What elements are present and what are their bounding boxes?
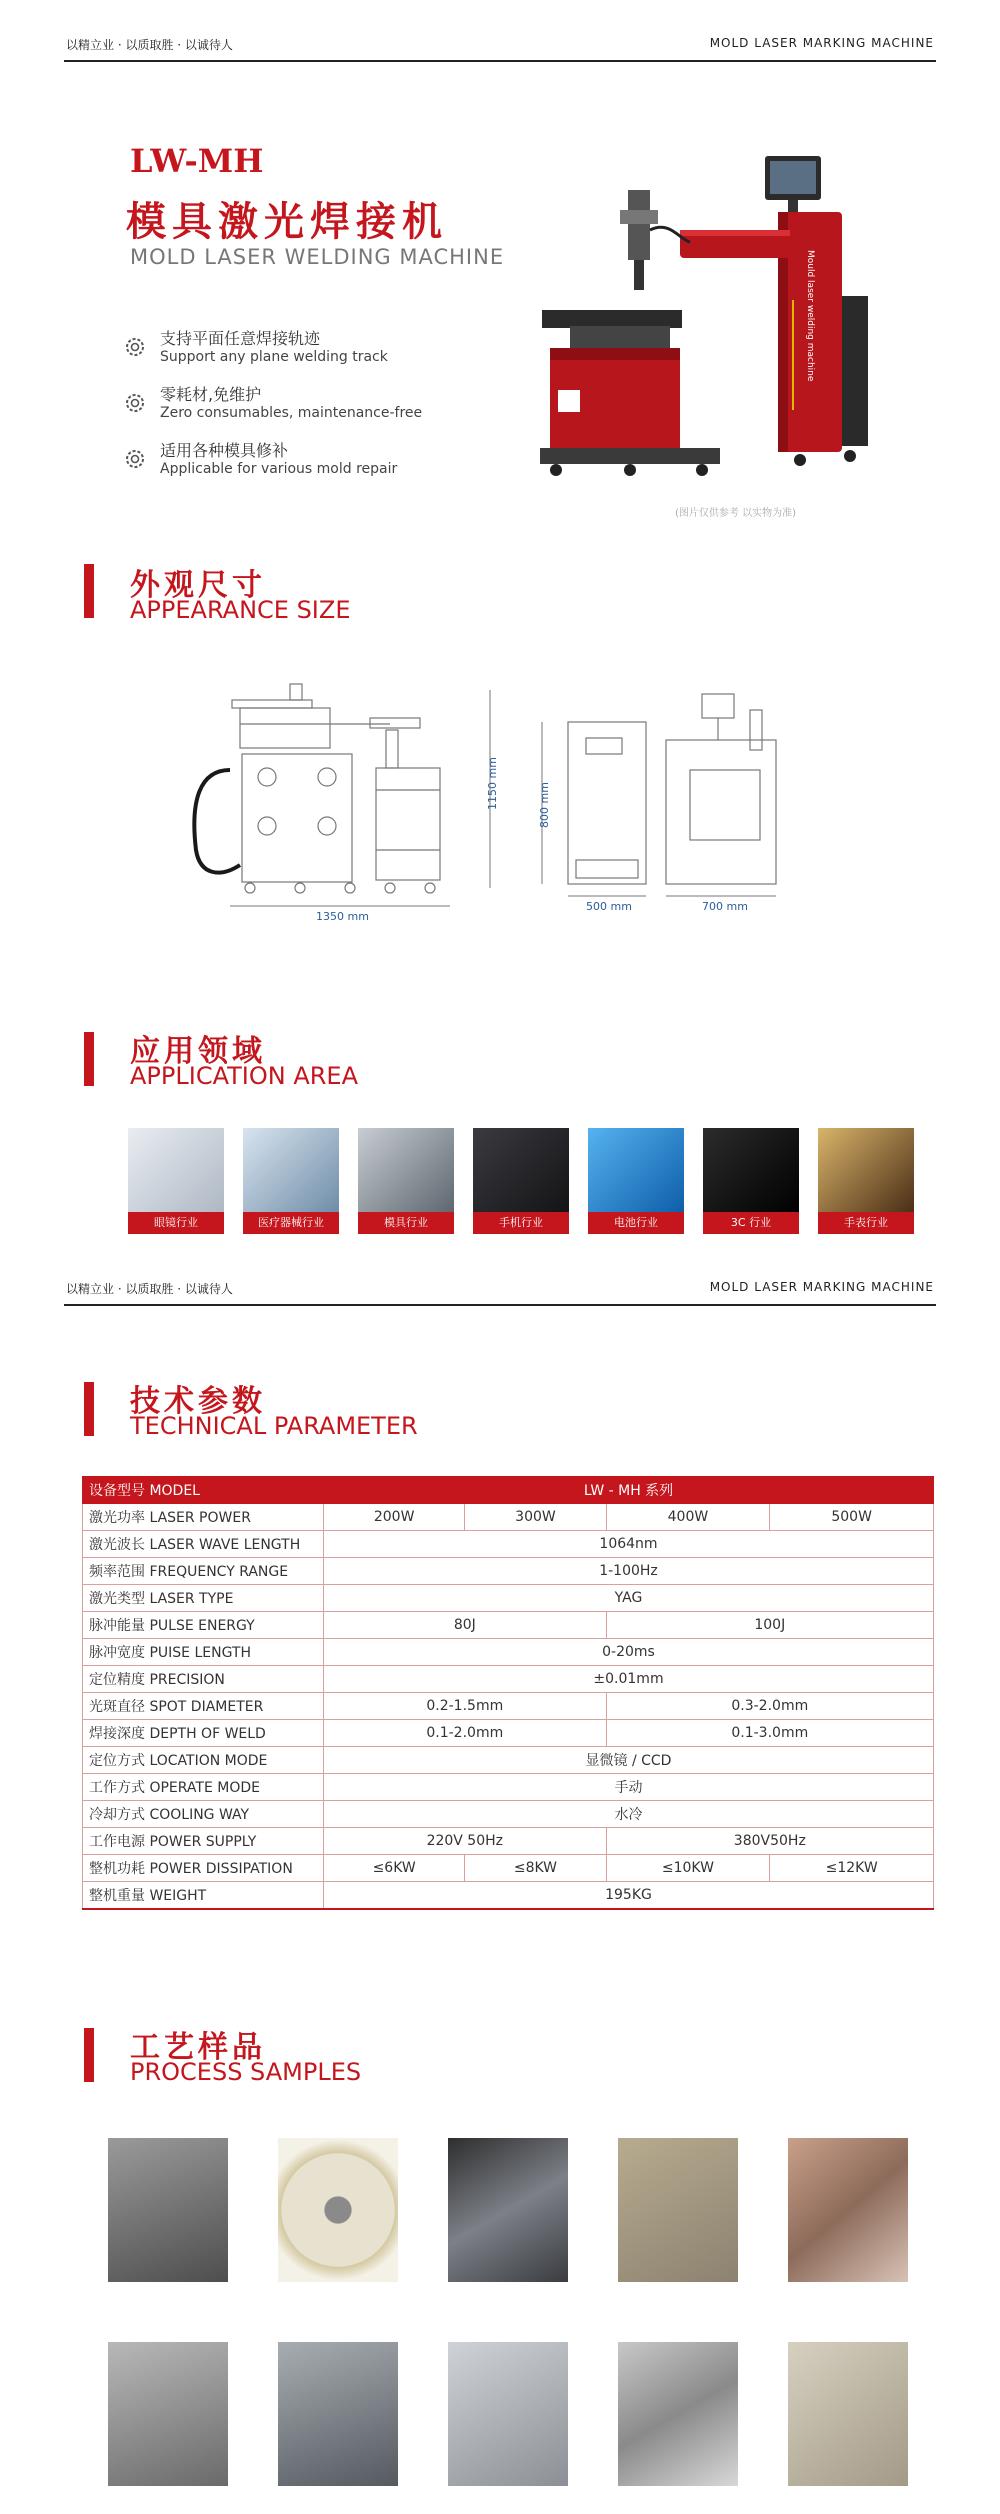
feature-text-en: Support any plane welding track [160,349,388,365]
param-label: 工作方式 OPERATE MODE [83,1774,324,1801]
dim-width-500: 500 mm [586,900,632,913]
param-label: 激光类型 LASER TYPE [83,1585,324,1612]
dim-height-800: 800 mm [538,782,551,828]
sample-image [788,2342,908,2486]
header-product-name: MOLD LASER MARKING MACHINE [709,36,934,50]
header-product-name: MOLD LASER MARKING MACHINE [709,1280,934,1294]
application-image [358,1128,454,1212]
param-value: ±0.01mm [324,1666,934,1693]
param-value: 80J [324,1612,607,1639]
param-value: ≤10KW [606,1855,770,1882]
application-label: 手机行业 [473,1212,569,1234]
section-marker [84,1032,94,1086]
param-value: 水冷 [324,1801,934,1828]
table-row [83,1774,934,1801]
table-row [83,1477,934,1504]
param-label: 频率范围 FREQUENCY RANGE [83,1558,324,1585]
feature-text-cn: 适用各种模具修补 [160,441,289,460]
param-label: 整机重量 WEIGHT [83,1882,324,1910]
sample-image [108,2138,228,2282]
gear-icon [122,446,148,472]
param-value: ≤12KW [770,1855,934,1882]
feature-item [122,438,482,484]
header-slogan: 以精立业 · 以质取胜 · 以诚待人 [66,1282,233,1296]
table-row [83,1693,934,1720]
param-value: 0.1-2.0mm [324,1720,607,1747]
dim-width-1350: 1350 mm [316,910,369,920]
application-image [703,1128,799,1212]
sample-image [278,2138,398,2282]
param-value: 0-20ms [324,1639,934,1666]
application-image [243,1128,339,1212]
application-image [818,1128,914,1212]
section-title-cn: 外观尺寸 [130,568,266,603]
param-label: 定位方式 LOCATION MODE [83,1747,324,1774]
section-title-cn: 技术参数 [130,1384,266,1419]
application-item [128,1128,224,1236]
feature-item [122,382,482,428]
sample-image [448,2138,568,2282]
param-value: ≤6KW [324,1855,465,1882]
section-marker [84,564,94,618]
section-title-en: APPLICATION AREA [130,1062,359,1090]
param-value: 220V 50Hz [324,1828,607,1855]
table-row [83,1612,934,1639]
feature-text-cn: 零耗材,免维护 [160,385,262,404]
param-label: 脉冲宽度 PUISE LENGTH [83,1639,324,1666]
sample-image [448,2342,568,2486]
application-item [818,1128,914,1236]
application-item [588,1128,684,1236]
application-label: 眼镜行业 [128,1212,224,1234]
param-label: 焊接深度 DEPTH OF WELD [83,1720,324,1747]
param-value: 195KG [324,1882,934,1910]
dim-height-1150: 1150 mm [486,757,499,810]
table-row [83,1801,934,1828]
section-marker [84,1382,94,1436]
param-value: 0.2-1.5mm [324,1693,607,1720]
application-image [473,1128,569,1212]
machine-illustration [530,150,890,510]
table-row [83,1531,934,1558]
feature-text-cn: 支持平面任意焊接轨迹 [160,329,321,348]
param-value: 200W [324,1504,465,1531]
table-row [83,1720,934,1747]
table-row [83,1666,934,1693]
param-value: 500W [770,1504,934,1531]
param-label: 整机功耗 POWER DISSIPATION [83,1855,324,1882]
table-row [83,1855,934,1882]
machine-side-text: Mould laser welding machine [805,250,815,382]
param-label: 设备型号 MODEL [83,1477,324,1504]
application-label: 电池行业 [588,1212,684,1234]
feature-item [122,326,482,372]
section-title-cn: 工艺样品 [130,2030,266,2065]
table-row [83,1558,934,1585]
param-label: 激光波长 LASER WAVE LENGTH [83,1531,324,1558]
application-image [128,1128,224,1212]
param-value: YAG [324,1585,934,1612]
model-name: LW-MH [130,142,264,180]
section-title-en: PROCESS SAMPLES [130,2058,362,2086]
param-label: 定位精度 PRECISION [83,1666,324,1693]
section-marker [84,2028,94,2082]
sample-image [618,2138,738,2282]
sample-image [108,2342,228,2486]
param-value: 100J [606,1612,933,1639]
param-label: 激光功率 LASER POWER [83,1504,324,1531]
feature-text-en: Zero consumables, maintenance-free [160,405,423,421]
application-label: 医疗器械行业 [243,1212,339,1234]
application-item [473,1128,569,1236]
application-item [243,1128,339,1236]
table-row [83,1639,934,1666]
product-title-cn: 模具激光焊接机 [126,199,448,245]
param-label: 冷却方式 COOLING WAY [83,1801,324,1828]
application-item [703,1128,799,1236]
application-label: 手表行业 [818,1212,914,1234]
param-label: 工作电源 POWER SUPPLY [83,1828,324,1855]
param-value: LW - MH 系列 [324,1477,934,1504]
param-value: 300W [465,1504,606,1531]
section-title-en: APPEARANCE SIZE [130,596,351,624]
param-value: 1-100Hz [324,1558,934,1585]
table-row [83,1504,934,1531]
dim-width-700: 700 mm [702,900,748,913]
header-slogan: 以精立业 · 以质取胜 · 以诚待人 [66,38,233,52]
sample-image [618,2342,738,2486]
param-value: 1064nm [324,1531,934,1558]
sample-image [278,2342,398,2486]
table-row [83,1882,934,1910]
param-value: 0.3-2.0mm [606,1693,933,1720]
param-value: 显微镜 / CCD [324,1747,934,1774]
application-image [588,1128,684,1212]
param-value: 0.1-3.0mm [606,1720,933,1747]
gear-icon [122,390,148,416]
gear-icon [122,334,148,360]
param-label: 脉冲能量 PULSE ENERGY [83,1612,324,1639]
application-item [358,1128,454,1236]
table-row [83,1828,934,1855]
photo-note: (图片仅供参考 以实物为准) [675,508,796,519]
application-label: 3C 行业 [703,1212,799,1234]
sample-image [788,2138,908,2282]
table-row [83,1747,934,1774]
section-title-en: TECHNICAL PARAMETER [130,1412,418,1440]
param-value: 400W [606,1504,770,1531]
param-value: 手动 [324,1774,934,1801]
dimension-drawing [190,660,810,920]
header-bar [64,30,936,62]
parameter-table [82,1476,934,1910]
param-label: 光斑直径 SPOT DIAMETER [83,1693,324,1720]
section-title-cn: 应用领域 [130,1034,266,1069]
param-value: 380V50Hz [606,1828,933,1855]
feature-text-en: Applicable for various mold repair [160,461,398,477]
param-value: ≤8KW [465,1855,606,1882]
header-bar [64,1274,936,1306]
product-title-en: MOLD LASER WELDING MACHINE [130,245,505,269]
table-row [83,1585,934,1612]
application-label: 模具行业 [358,1212,454,1234]
